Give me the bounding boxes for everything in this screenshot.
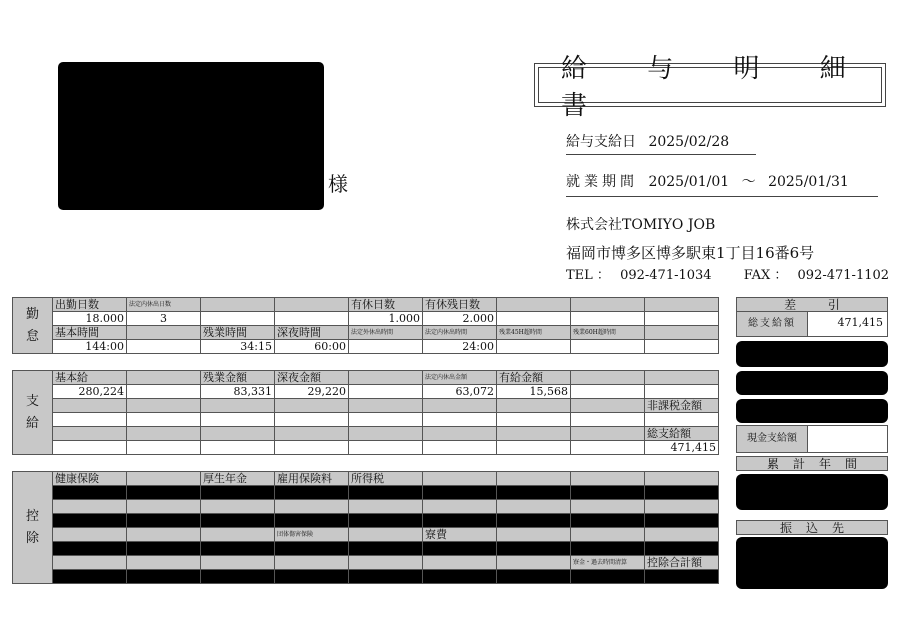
company-contact <box>566 264 889 283</box>
deduction-header-row-3 <box>13 556 719 570</box>
diff-header: 差 引 <box>736 297 888 312</box>
attendance-v1-7 <box>571 312 645 326</box>
deduction-h2-0 <box>53 528 127 542</box>
attendance-v1-2 <box>201 312 275 326</box>
payment-v-0: 280,224 <box>53 385 127 399</box>
deduction-h1b-3 <box>275 500 349 514</box>
payment-total-value-5 <box>423 441 497 455</box>
attendance-h2-2: 残業時間 <box>201 326 275 340</box>
deduction-r3-2 <box>201 542 275 556</box>
payment-total-label-8: 総支給額 <box>645 427 719 441</box>
work-period-sep: 〜 <box>741 174 756 190</box>
deduction-h1b-8 <box>645 500 719 514</box>
payment-total-label-row <box>13 427 719 441</box>
deduction-r2-8 <box>645 514 719 528</box>
payment-h-4 <box>349 371 423 385</box>
deduction-r1-0 <box>53 486 127 500</box>
attendance-value-row-2 <box>13 340 719 354</box>
deduction-h2-3: 団体傷害保険 <box>275 528 349 542</box>
payment-h-0: 基本給 <box>53 371 127 385</box>
deduction-h3-5 <box>423 556 497 570</box>
pay-date-label: 給与支給日 <box>566 134 636 150</box>
work-period-row <box>566 171 878 197</box>
payment-value-row <box>13 385 719 399</box>
payment-nontax-row <box>13 399 719 413</box>
deduction-h2-1 <box>127 528 201 542</box>
pay-date-value: 2025/02/28 <box>648 134 730 150</box>
attendance-v2-1 <box>127 340 201 354</box>
deduction-r1-3 <box>275 486 349 500</box>
work-period-to: 2025/01/31 <box>768 174 849 190</box>
transfer-header: 振込先 <box>736 520 888 535</box>
attendance-v2-6 <box>497 340 571 354</box>
deduction-h3-1 <box>127 556 201 570</box>
deduction-h1b-4 <box>349 500 423 514</box>
pay-date-row <box>566 131 756 155</box>
deduction-r2-0 <box>53 514 127 528</box>
payment-v-3: 29,220 <box>275 385 349 399</box>
payment-h-8 <box>645 371 719 385</box>
attendance-section-label: 勤 怠 <box>13 298 53 354</box>
deduction-header-row-2 <box>13 528 719 542</box>
fax-value: 092-471-1102 <box>797 268 890 283</box>
deduction-r4-8 <box>645 570 719 584</box>
attendance-h2-4: 法定外休出時間 <box>349 326 423 340</box>
deduction-r1-1 <box>127 486 201 500</box>
deduction-r3-1 <box>127 542 201 556</box>
deduction-r3-4 <box>349 542 423 556</box>
attendance-v2-4 <box>349 340 423 354</box>
attendance-header-row-1 <box>13 298 719 312</box>
deduction-r4-1 <box>127 570 201 584</box>
gross-value: 471,415 <box>837 316 883 329</box>
payment-nontax-3 <box>275 399 349 413</box>
deduction-r4-6 <box>497 570 571 584</box>
deduction-header-row-1b <box>13 500 719 514</box>
cash-row <box>736 425 888 453</box>
attendance-h1-1: 法定内休出日数 <box>127 298 201 312</box>
annual-header: 累計年間 <box>736 456 888 471</box>
deduction-redacted-row-3 <box>13 542 719 556</box>
payment-header-row <box>13 371 719 385</box>
deduction-r1-6 <box>497 486 571 500</box>
deduction-r3-6 <box>497 542 571 556</box>
attendance-h1-4: 有休日数 <box>349 298 423 312</box>
deduction-h3-6 <box>497 556 571 570</box>
deduction-h1-3: 雇用保険料 <box>275 472 349 486</box>
deduction-header-row-1 <box>13 472 719 486</box>
attendance-v1-5: 2.000 <box>423 312 497 326</box>
attendance-h1-6 <box>497 298 571 312</box>
attendance-h2-8 <box>645 326 719 340</box>
deduction-redacted-row-1 <box>13 486 719 500</box>
attendance-v2-0: 144:00 <box>53 340 127 354</box>
cash-label: 現金支給額 <box>737 426 808 452</box>
attendance-h1-8 <box>645 298 719 312</box>
deduction-h1-5 <box>423 472 497 486</box>
payment-h-1 <box>127 371 201 385</box>
deduction-r4-7 <box>571 570 645 584</box>
deduction-r2-2 <box>201 514 275 528</box>
deduction-redacted-row-2 <box>13 514 719 528</box>
payment-nontax-0 <box>53 399 127 413</box>
document-title: 給 与 明 細 書 <box>538 67 882 103</box>
payment-table <box>12 370 719 455</box>
recipient-name-redacted <box>58 62 324 210</box>
payment-total-value-3 <box>275 441 349 455</box>
tel-value: 092-471-1034 <box>620 268 712 283</box>
document-title-box <box>534 54 886 121</box>
attendance-v1-3 <box>275 312 349 326</box>
deduction-h1b-6 <box>497 500 571 514</box>
attendance-v1-0: 18.000 <box>53 312 127 326</box>
deduction-r2-3 <box>275 514 349 528</box>
attendance-v1-6 <box>497 312 571 326</box>
deduction-h3-7: 寮金・過去時間清算 <box>571 556 645 570</box>
attendance-v2-7 <box>571 340 645 354</box>
work-period-from: 2025/01/01 <box>648 174 730 190</box>
deduction-r1-2 <box>201 486 275 500</box>
payment-v-1 <box>127 385 201 399</box>
deduction-h3-4 <box>349 556 423 570</box>
deduction-r2-5 <box>423 514 497 528</box>
deduction-r1-7 <box>571 486 645 500</box>
attendance-h2-3: 深夜時間 <box>275 326 349 340</box>
deduction-r3-7 <box>571 542 645 556</box>
attendance-value-row-1 <box>13 312 719 326</box>
payment-total-value-row <box>13 441 719 455</box>
summary-panel <box>736 297 888 589</box>
attendance-v2-2: 34:15 <box>201 340 275 354</box>
payment-nontax-8: 非課税金額 <box>645 399 719 413</box>
attendance-h2-0: 基本時間 <box>53 326 127 340</box>
summary-redacted-3 <box>736 399 888 423</box>
attendance-h1-5: 有休残日数 <box>423 298 497 312</box>
deduction-r3-3 <box>275 542 349 556</box>
payment-nontax-2 <box>201 399 275 413</box>
attendance-header-row-2 <box>13 326 719 340</box>
payment-total-value-7 <box>571 441 645 455</box>
deduction-h3-3 <box>275 556 349 570</box>
payment-e-5 <box>423 413 497 427</box>
payment-e-3 <box>275 413 349 427</box>
deduction-h1-1 <box>127 472 201 486</box>
deduction-r1-5 <box>423 486 497 500</box>
attendance-h1-2 <box>201 298 275 312</box>
payment-total-value-4 <box>349 441 423 455</box>
deduction-r2-4 <box>349 514 423 528</box>
tel-label: TEL ： <box>566 268 610 283</box>
deduction-h1b-7 <box>571 500 645 514</box>
deduction-r1-8 <box>645 486 719 500</box>
deduction-h1-0: 健康保険 <box>53 472 127 486</box>
deduction-section-label: 控 除 <box>13 472 53 584</box>
payment-nontax-7 <box>571 399 645 413</box>
payment-total-label-4 <box>349 427 423 441</box>
payment-v-2: 83,331 <box>201 385 275 399</box>
cash-value <box>808 426 887 452</box>
deduction-h1b-2 <box>201 500 275 514</box>
payment-v-4 <box>349 385 423 399</box>
payment-total-value-6 <box>497 441 571 455</box>
payment-v-8 <box>645 385 719 399</box>
payment-total-label-3 <box>275 427 349 441</box>
payment-e-8 <box>645 413 719 427</box>
gross-label: 総支給額 <box>737 312 808 336</box>
attendance-v2-8 <box>645 340 719 354</box>
payment-h-6: 有給金額 <box>497 371 571 385</box>
payment-e-6 <box>497 413 571 427</box>
attendance-h1-7 <box>571 298 645 312</box>
payment-e-0 <box>53 413 127 427</box>
deduction-r3-5 <box>423 542 497 556</box>
deduction-r4-2 <box>201 570 275 584</box>
company-name: 株式会社TOMIYO JOB <box>566 217 716 233</box>
attendance-v1-4: 1.000 <box>349 312 423 326</box>
payment-total-value-1 <box>127 441 201 455</box>
attendance-h2-5: 法定内休出時間 <box>423 326 497 340</box>
deduction-h1-6 <box>497 472 571 486</box>
deduction-h1-8 <box>645 472 719 486</box>
payment-section-label: 支 給 <box>13 371 53 455</box>
payment-h-2: 残業金額 <box>201 371 275 385</box>
payment-v-6: 15,568 <box>497 385 571 399</box>
summary-redacted-1 <box>736 341 888 367</box>
deduction-h1b-1 <box>127 500 201 514</box>
payment-total-label-2 <box>201 427 275 441</box>
payment-total-label-7 <box>571 427 645 441</box>
deduction-h2-5: 寮費 <box>423 528 497 542</box>
payment-v-5: 63,072 <box>423 385 497 399</box>
payment-h-7 <box>571 371 645 385</box>
deduction-h3-0 <box>53 556 127 570</box>
attendance-h1-0: 出勤日数 <box>53 298 127 312</box>
attendance-v2-5: 24:00 <box>423 340 497 354</box>
deduction-r4-5 <box>423 570 497 584</box>
deduction-h1-2: 厚生年金 <box>201 472 275 486</box>
deduction-r4-0 <box>53 570 127 584</box>
deduction-r2-7 <box>571 514 645 528</box>
deduction-r3-8 <box>645 542 719 556</box>
transfer-redacted <box>736 537 888 589</box>
payment-total-value-0 <box>53 441 127 455</box>
payment-e-2 <box>201 413 275 427</box>
deduction-h1b-5 <box>423 500 497 514</box>
deduction-h2-6 <box>497 528 571 542</box>
payment-total-label-6 <box>497 427 571 441</box>
attendance-h1-3 <box>275 298 349 312</box>
deduction-r2-1 <box>127 514 201 528</box>
deduction-h2-7 <box>571 528 645 542</box>
deduction-r4-4 <box>349 570 423 584</box>
payment-total-label-5 <box>423 427 497 441</box>
annual-redacted <box>736 474 888 510</box>
deduction-h1-4: 所得税 <box>349 472 423 486</box>
payment-h-3: 深夜金額 <box>275 371 349 385</box>
attendance-h2-7: 残業60H超時間 <box>571 326 645 340</box>
payment-v-7 <box>571 385 645 399</box>
deduction-h2-4 <box>349 528 423 542</box>
payment-total-label-0 <box>53 427 127 441</box>
deduction-r4-3 <box>275 570 349 584</box>
payment-h-5: 法定内休出金額 <box>423 371 497 385</box>
payment-nontax-5 <box>423 399 497 413</box>
recipient-honorific: 様 <box>328 172 348 196</box>
deduction-r1-4 <box>349 486 423 500</box>
fax-label: FAX ： <box>743 268 788 283</box>
attendance-h2-1 <box>127 326 201 340</box>
payment-nontax-6 <box>497 399 571 413</box>
summary-redacted-2 <box>736 371 888 395</box>
attendance-h2-6: 残業45H超時間 <box>497 326 571 340</box>
deduction-h1b-0 <box>53 500 127 514</box>
deduction-h1-7 <box>571 472 645 486</box>
deduction-r2-6 <box>497 514 571 528</box>
payment-e-4 <box>349 413 423 427</box>
payment-total-label-1 <box>127 427 201 441</box>
payment-total-value-8: 471,415 <box>645 441 719 455</box>
deduction-r3-0 <box>53 542 127 556</box>
deduction-h3-8: 控除合計額 <box>645 556 719 570</box>
attendance-v1-1: 3 <box>127 312 201 326</box>
work-period-label: 就業期間 <box>566 174 638 190</box>
payment-e-7 <box>571 413 645 427</box>
payment-empty-row <box>13 413 719 427</box>
attendance-v2-3: 60:00 <box>275 340 349 354</box>
company-address: 福岡市博多区博多駅東1丁目16番6号 <box>566 244 815 262</box>
deduction-h2-8 <box>645 528 719 542</box>
payment-total-value-2 <box>201 441 275 455</box>
gross-row <box>736 312 888 337</box>
payment-nontax-4 <box>349 399 423 413</box>
attendance-v1-8 <box>645 312 719 326</box>
payment-nontax-1 <box>127 399 201 413</box>
deduction-redacted-row-4 <box>13 570 719 584</box>
payment-e-1 <box>127 413 201 427</box>
deduction-h2-2 <box>201 528 275 542</box>
deduction-h3-2 <box>201 556 275 570</box>
deduction-table <box>12 471 719 584</box>
attendance-table <box>12 297 719 354</box>
